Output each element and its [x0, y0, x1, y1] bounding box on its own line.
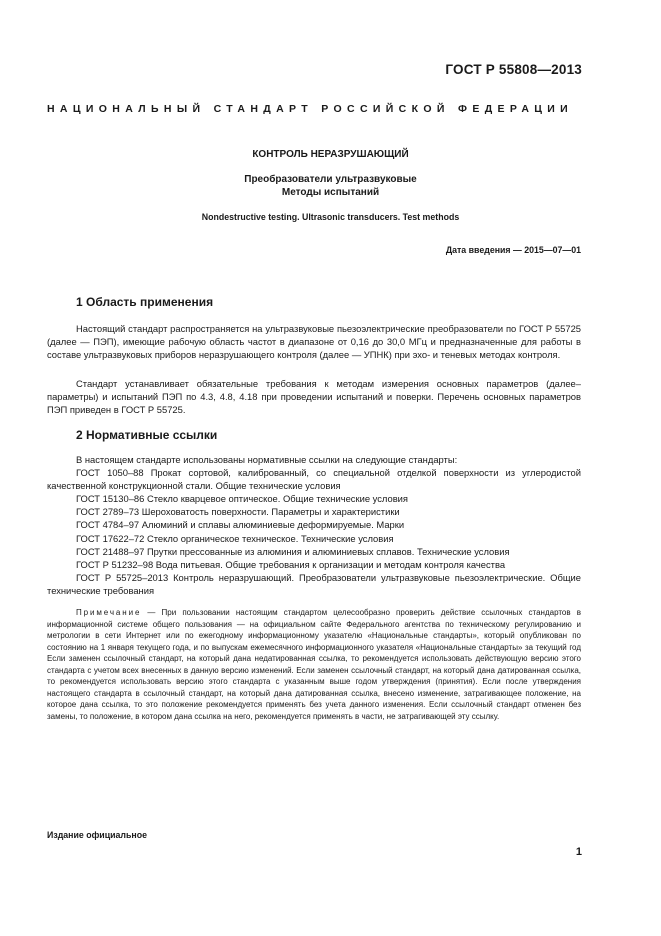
reference-item: ГОСТ 2789–73 Шероховатость поверхности. Параметры и характеристики [76, 506, 400, 518]
note-label: Примечание [76, 608, 142, 617]
page-number: 1 [575, 846, 582, 858]
reference-item: ГОСТ Р 55725–2013 Контроль неразрушающий. Преобразователи ультразвуковые пьезоэлектрические. Общие технические требования [47, 571, 581, 596]
note-text: — При пользовании настоящим стандартом целесообразно проверить действие ссылочных стандартов в информационной системе общего пользования — на официальном сайте Федерального агентства по техническому регулированию и метрологии в сети Интернет или по ежегодному информационному указателю «Национальные стандарты», который опубликован по состоянию на 1 января текущего года, и по выпускам ежемесячного информационного указателя «Национальные стандарты» за текущий год Если заменен ссылочный стандарт, на который дана недатированная ссылка, то рекомендуется использовать действующую версию этого стандарта с учетом всех внесенных в данную версию изменений. Если заменен ссылочный стандарт, на который дана датированная ссылка, то рекомендуется использовать версию этого стандарта с указанным выше годом утверждения (принятия). Если после утверждения настоящего стандарта в ссылочный стандарт, на который дана датированная ссылка, внесено изменение, затрагивающее положение, на которое дана ссылка, то это положение рекомендуется применять без учета данного изменения. Если ссылочный стандарт отменен без замены, то положение, в котором дана ссылка на него, рекомендуется применять в части, не затрагивающей эту ссылку. [47, 608, 581, 721]
document-title: КОНТРОЛЬ НЕРАЗРУШАЮЩИЙ [252, 149, 409, 160]
official-edition-label: Издание официальное [47, 830, 147, 840]
section-2-heading: 2 Нормативные ссылки [76, 428, 218, 442]
document-subtitle-2: Методы испытаний [281, 187, 380, 198]
references-note [47, 607, 581, 722]
reference-item: ГОСТ 1050–88 Прокат сортовой, калиброванный, со специальной отделкой поверхности из углеродистой качественной конструкционной стали. Общие технические условия [47, 467, 581, 492]
reference-item: ГОСТ 4784–97 Алюминий и сплавы алюминиевые деформируемые. Марки [76, 519, 405, 531]
normative-references-list [47, 453, 581, 597]
standard-code: ГОСТ Р 55808—2013 [445, 62, 582, 77]
english-title: Nondestructive testing. Ultrasonic transducers. Test methods [201, 212, 460, 222]
references-intro: В настоящем стандарте использованы нормативные ссылки на следующие стандарты: [76, 454, 458, 465]
reference-item: ГОСТ Р 51232–98 Вода питьевая. Общие требования к организации и методам контроля качества [76, 558, 506, 570]
section-1-paragraph-1: Настоящий стандарт распространяется на ультразвуковые пьезоэлектрические преобразователи по ГОСТ Р 55725 (далее — ПЭП), имеющие рабочую область частот в диапазоне от 0,16 до 30,0 МГц и предназначенные для работы в составе ультразвуковых приборов неразрушающего контроля (далее — УПНК) при эхо- и теневых методах контроля. [47, 323, 581, 361]
reference-item: ГОСТ 15130–86 Стекло кварцевое оптическое. Общие технические условия [76, 493, 408, 505]
section-1-heading: 1 Область применения [76, 295, 214, 309]
national-standard-banner: НАЦИОНАЛЬНЫЙ СТАНДАРТ РОССИЙСКОЙ ФЕДЕРАЦИИ [47, 103, 574, 115]
document-subtitle-1: Преобразователи ультразвуковые [244, 174, 417, 185]
reference-item: ГОСТ 17622–72 Стекло органическое техническое. Технические условия [76, 532, 394, 544]
reference-item: ГОСТ 21488–97 Прутки прессованные из алюминия и алюминиевых сплавов. Технические условия [76, 545, 510, 557]
section-1-paragraph-2: Стандарт устанавливает обязательные требования к методам измерения основных параметров (далее–параметры) и испытаний ПЭП по 4.3, 4.8, 4.18 при проведении испытаний и поверки. Перечень основных параметров ПЭП приведен в ГОСТ Р 55725. [47, 378, 581, 416]
introduction-date: Дата введения — 2015—07—01 [445, 245, 581, 255]
